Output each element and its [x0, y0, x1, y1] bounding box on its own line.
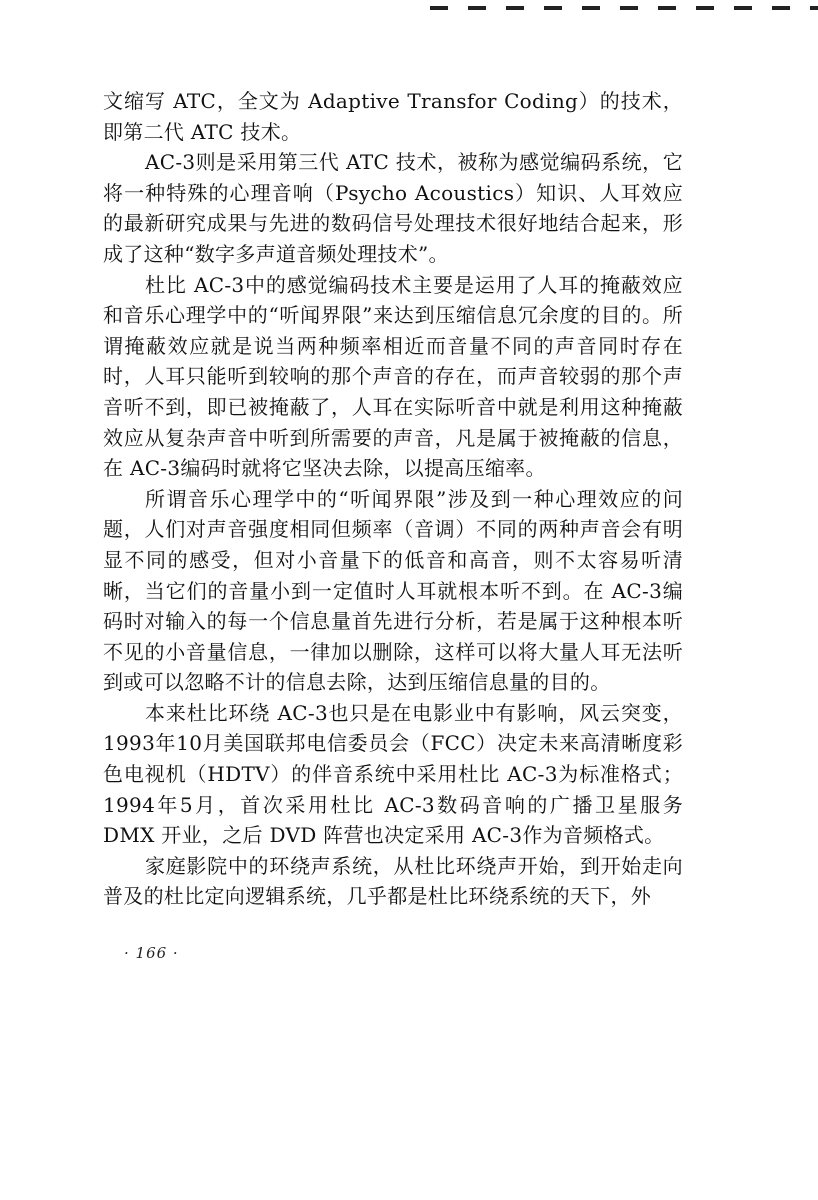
header-rule — [430, 6, 818, 10]
page-number: · 166 · — [124, 944, 179, 962]
paragraph-hearing-threshold: 所谓音乐心理学中的“听闻界限”涉及到一种心理效应的问题，人们对声音强度相同但频率（音调）不同的两种声音会有明显不同的感受，但对小音量下的低音和高音，则不太容易听清晰，当它们的音量小到一定值时人耳就根本听不到。在 AC-3编码时对输入的每一个信息量首先进行分析，若是属于这种根本听不见的小音量信息，一律加以删除，这样可以将大量人耳无法听到或可以忽略不计的信息去除，达到压缩信息量的目的。 — [103, 486, 683, 695]
paragraph-masking-effect: 杜比 AC-3中的感觉编码技术主要是运用了人耳的掩蔽效应和音乐心理学中的“听闻界限”来达到压缩信息冗余度的目的。所谓掩蔽效应就是说当两种频率相近而音量不同的声音同时存在时，人耳只能听到较响的那个声音的存在，而声音较弱的那个声音听不到，即已被掩蔽了，人耳在实际听音中就是利用这种掩蔽效应从复杂声音中听到所需要的声音，凡是属于被掩蔽的信息，在 AC-3编码时就将它坚决去除，以提高压缩率。 — [103, 272, 683, 481]
paragraph-history: 本来杜比环绕 AC-3也只是在电影业中有影响，风云突变，1993年10月美国联邦电信委员会（FCC）决定未来高清晰度彩色电视机（HDTV）的伴音系统中采用杜比 AC-3为标准格式；1994年5月，首次采用杜比 AC-3数码音响的广播卫星服务 DMX 开业，之后 DVD 阵营也决定采用 AC-3作为音频格式。 — [103, 700, 683, 848]
paragraph-home-theater: 家庭影院中的环绕声系统，从杜比环绕声开始，到开始走向普及的杜比定向逻辑系统，几乎都是杜比环绕系统的天下，外 — [103, 853, 683, 909]
text-body — [103, 86, 683, 912]
paragraph-continuation: 文缩写 ATC，全文为 Adaptive Transfor Coding）的技术，即第二代 ATC 技术。 — [103, 89, 683, 144]
paragraph-ac3-intro: AC-3则是采用第三代 ATC 技术，被称为感觉编码系统，它将一种特殊的心理音响（Psycho Acoustics）知识、人耳效应的最新研究成果与先进的数码信号处理技术很好地结合起来，形成了这种“数字多声道音频处理技术”。 — [103, 150, 683, 266]
